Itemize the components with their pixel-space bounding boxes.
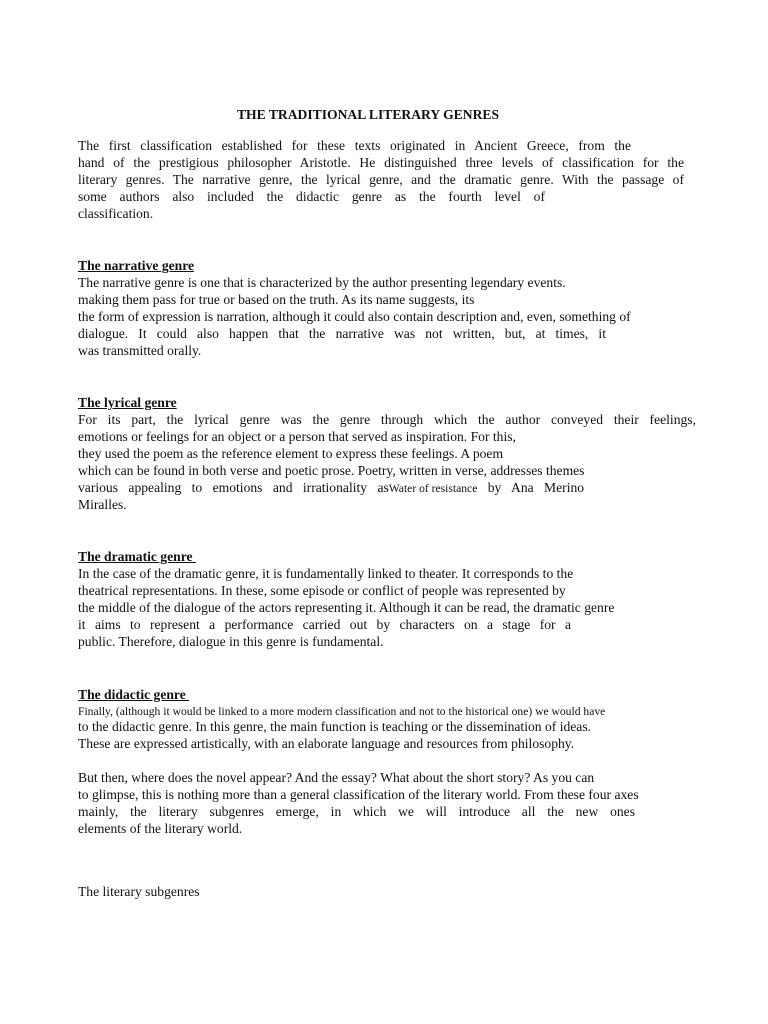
intro-paragraph (78, 137, 698, 222)
lyrical-line-3: they used the poem as the reference element to express these feelings. A poem (78, 446, 504, 461)
narrative-line-2: making them pass for true or based on the truth. As its name suggests, its (78, 292, 475, 307)
section-lyrical (78, 394, 698, 513)
intro-line-2: hand of the prestigious philosopher Aristotle. He distinguished three levels of classification for the (78, 155, 684, 170)
section-heading-lyrical: The lyrical genre (78, 395, 177, 410)
section-dramatic (78, 548, 698, 650)
narrative-line-3: the form of expression is narration, although it could also contain description and, even, something of (78, 309, 631, 324)
section-heading-subgenres: The literary subgenres (78, 884, 200, 899)
intro-line-3: literary genres. The narrative genre, the lyrical genre, and the dramatic genre. With the passage of (78, 172, 684, 187)
dramatic-line-5: public. Therefore, dialogue in this genre is fundamental. (78, 634, 384, 649)
lyrical-line-5 (78, 479, 698, 496)
lyrical-line-5-text: various appealing to emotions and irrationality as (78, 480, 389, 495)
closing-line-2: to glimpse, this is nothing more than a general classification of the literary world. From these four axes (78, 787, 639, 802)
dramatic-line-4: it aims to represent a performance carried out by characters on a stage for a (78, 617, 571, 632)
section-narrative (78, 257, 698, 359)
section-heading-narrative: The narrative genre (78, 258, 195, 273)
lyrical-line-4: which can be found in both verse and poetic prose. Poetry, written in verse, addresses themes (78, 463, 585, 478)
intro-line-1: The first classification established for these texts originated in Ancient Greece, from the (78, 138, 631, 153)
lyrical-line-5-author: by Ana Merino (477, 480, 585, 495)
didactic-line-3: These are expressed artistically, with an elaborate language and resources from philosophy. (78, 736, 575, 751)
lyrical-line-6: Miralles. (78, 497, 127, 512)
narrative-line-4: dialogue. It could also happen that the narrative was not written, but, at times, it (78, 326, 606, 341)
document-title: THE TRADITIONAL LITERARY GENRES (236, 107, 500, 122)
narrative-line-5: was transmitted orally. (78, 343, 202, 358)
book-title-water-of-resistance: Water of resistance (388, 482, 478, 495)
section-heading-dramatic: The dramatic genre (78, 549, 196, 564)
didactic-line-1: Finally, (although it would be linked to a more modern classification and not to the historical one) we would have (78, 705, 606, 718)
dramatic-line-2: theatrical representations. In these, some episode or conflict of people was represented by (78, 583, 566, 598)
narrative-line-1: The narrative genre is one that is characterized by the author presenting legendary events. (78, 275, 566, 290)
section-didactic (78, 686, 698, 752)
closing-line-1: But then, where does the novel appear? And the essay? What about the short story? As you can (78, 770, 595, 785)
section-heading-didactic: The didactic genre (78, 687, 190, 702)
closing-line-3: mainly, the literary subgenres emerge, in which we will introduce all the new ones (78, 804, 635, 819)
closing-line-4: elements of the literary world. (78, 821, 243, 836)
lyrical-line-1: For its part, the lyrical genre was the genre through which the author conveyed their feelings, (78, 412, 696, 427)
intro-line-5: classification. (78, 206, 154, 221)
lyrical-line-2: emotions or feelings for an object or a person that served as inspiration. For this, (78, 429, 516, 444)
section-subgenres (78, 883, 698, 900)
dramatic-line-3: the middle of the dialogue of the actors representing it. Although it can be read, the dramatic genre (78, 600, 615, 615)
closing-paragraph (78, 769, 698, 837)
intro-line-4: some authors also included the didactic genre as the fourth level of (78, 189, 545, 204)
didactic-line-2: to the didactic genre. In this genre, the main function is teaching or the dissemination of ideas. (78, 719, 592, 734)
dramatic-line-1: In the case of the dramatic genre, it is fundamentally linked to theater. It corresponds to the (78, 566, 574, 581)
